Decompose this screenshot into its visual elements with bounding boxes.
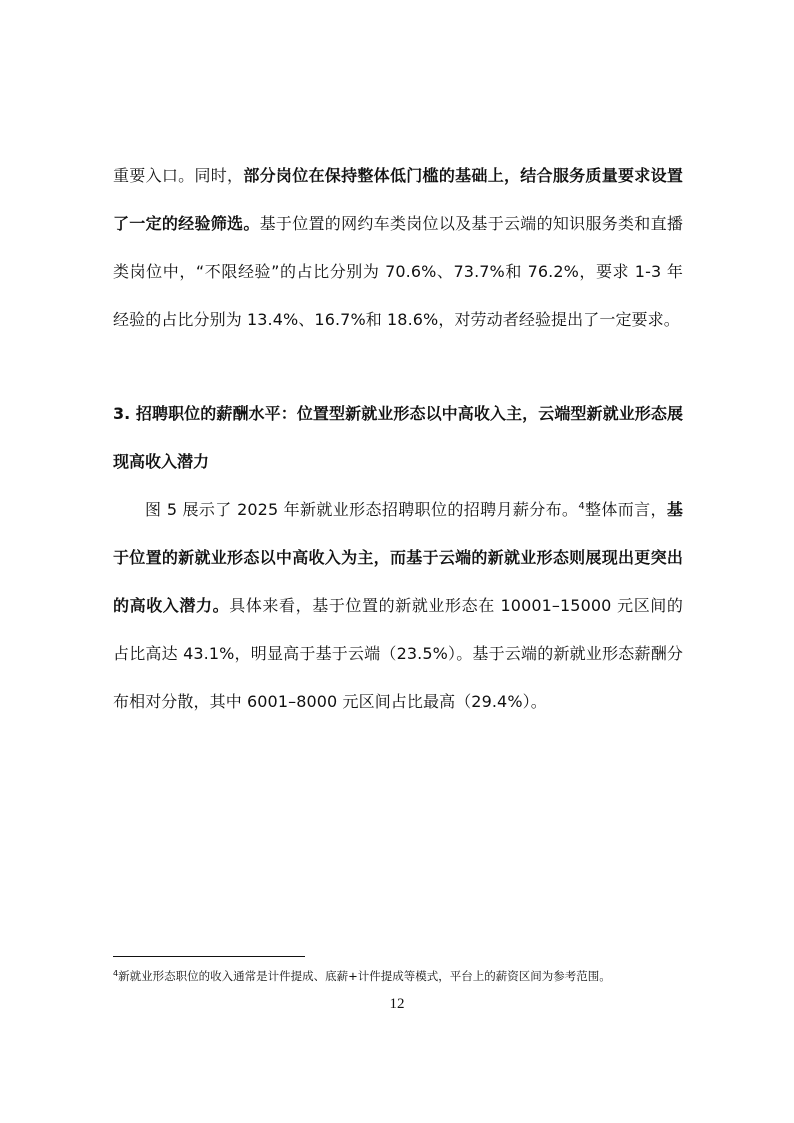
paragraph-2-bold-text: 基于位置的新就业形态以中高收入为主，而基于云端的新就业形态则展现出更突出的高收入潜力。: [113, 500, 683, 615]
footnote-text: 新就业形态职位的收入通常是计件提成、底薪+计件提成等模式，平台上的薪资区间为参考范围。: [118, 969, 611, 983]
paragraph-1-bold-text: 部分岗位在保持整体低门槛的基础上，结合服务质量要求设置了一定的经验筛选。: [113, 166, 683, 233]
paragraph-2-text-2: 整体而言，: [584, 500, 667, 519]
paragraph-1-text-1: 重要入口。同时，: [113, 166, 244, 185]
paragraph-2-text-1: 图 5 展示了 2025 年新就业形态招聘职位的招聘月薪分布。: [145, 500, 579, 519]
body-paragraph-1: [113, 152, 683, 344]
body-paragraph-2: [113, 486, 683, 726]
footnote-marker: 4: [113, 969, 119, 978]
footnote-reference[interactable]: 4: [578, 501, 585, 512]
paragraph-2-text-3: 具体来看，基于位置的新就业形态在 10001–15000 元区间的占比高达 43.1%，明显高于基于云端（23.5%）。基于云端的新就业形态薪酬分布相对分散，其中 6001–8000 元区间占比最高（29.4%）。: [113, 596, 683, 711]
paragraph-1-text-2: 基于位置的网约车类岗位以及基于云端的知识服务类和直播类岗位中，“不限经验”的占比分别为 70.6%、73.7%和 76.2%，要求 1-3 年经验的占比分别为 13.4%、16.7%和 18.6%，对劳动者经验提出了一定要求。: [113, 214, 683, 329]
footnote-divider: [113, 956, 305, 957]
page-number: 12: [389, 996, 405, 1012]
footnote: [113, 966, 693, 986]
section-heading: 3. 招聘职位的薪酬水平：位置型新就业形态以中高收入主，云端型新就业形态展现高收入潜力: [113, 404, 683, 471]
